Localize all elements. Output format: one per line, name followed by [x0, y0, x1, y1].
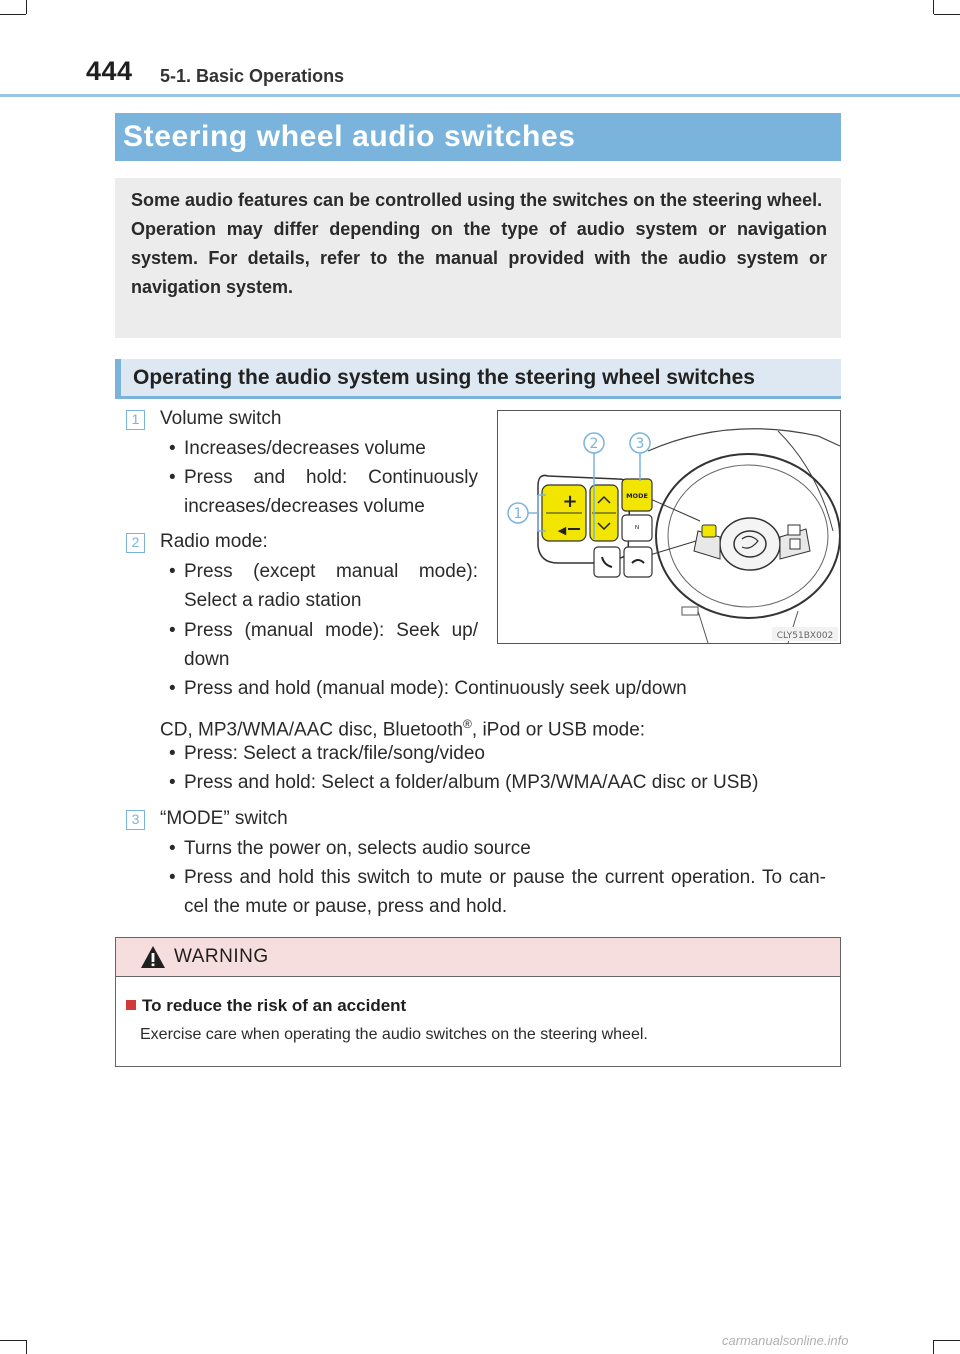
- warning-box: [115, 937, 841, 1067]
- warning-subtitle: To reduce the risk of an accident: [126, 996, 406, 1016]
- bullet-item: • Press and hold (manual mode): Continuously seek up/down: [184, 674, 687, 703]
- callout-2: 2: [589, 436, 599, 452]
- bullet-item: • Increases/decreases volume: [184, 434, 426, 463]
- crop-mark: [934, 14, 960, 15]
- wheel-left-switch-indicator: [702, 525, 716, 537]
- bullet-dot: •: [169, 561, 176, 582]
- bullet-dot: •: [169, 438, 176, 459]
- warning-text: Exercise care when operating the audio switches on the steering wheel.: [140, 1026, 648, 1043]
- svg-text:ᴺ: ᴺ: [634, 525, 640, 535]
- page-title-bar: [115, 113, 841, 161]
- bullet-continuation: increases/decreases volume: [184, 496, 425, 517]
- bullet-item: • Press: Select a track/file/song/video: [184, 739, 485, 768]
- crop-mark: [933, 1340, 934, 1354]
- header-rule: [0, 94, 960, 97]
- figure-code: CLY51BX002: [776, 631, 834, 641]
- warning-header: [116, 938, 840, 977]
- bullet-dot: •: [169, 467, 176, 488]
- section-name: 5-1. Basic Operations: [160, 66, 345, 86]
- bullet-item: • Press and hold this switch to mute or pause the current operation. To can-: [184, 863, 826, 892]
- warning-title: WARNING: [174, 946, 269, 967]
- warning-triangle-icon: [140, 945, 166, 969]
- bullet-dot: •: [169, 838, 176, 859]
- speaker-glyph: ◀: [557, 524, 567, 537]
- media-mode-label: CD, MP3/WMA/AAC disc, Bluetooth®, iPod or USB mode:: [160, 717, 646, 741]
- crop-mark: [0, 1340, 26, 1341]
- crop-mark: [26, 0, 27, 14]
- intro-paragraph: Some audio features can be controlled using the switches on the steering wheel.: [131, 190, 823, 210]
- plus-glyph: +: [562, 491, 578, 512]
- bullet-continuation: down: [184, 649, 230, 670]
- page-title: Steering wheel audio switches: [123, 120, 576, 153]
- bullet-dot: •: [169, 772, 176, 793]
- item-label: Volume switch: [160, 408, 282, 429]
- page-number: 444: [86, 56, 133, 86]
- bullet-item: • Press and hold: Continuously: [184, 463, 478, 492]
- item-label: Radio mode:: [160, 531, 268, 552]
- callout-3: 3: [635, 436, 645, 452]
- bullet-item: • Turns the power on, selects audio source: [184, 834, 531, 863]
- registered-mark: ®: [463, 717, 472, 731]
- crop-mark: [934, 1340, 960, 1341]
- item-number-badge: 3: [126, 810, 145, 830]
- crop-mark: [933, 0, 934, 14]
- subheading-bar: [115, 359, 841, 399]
- steering-wheel-switches-figure: [497, 410, 841, 644]
- steering-wheel-illustration: [498, 411, 840, 643]
- callout-1: 1: [513, 506, 523, 522]
- bullet-dot: •: [169, 867, 176, 888]
- crop-mark: [26, 1340, 27, 1354]
- item-number-badge: 2: [126, 533, 145, 553]
- intro-paragraph: Operation may differ depending on the type of audio system or navigation system. For details, refer to the manual provided with the audio system or navigation system.: [131, 219, 827, 297]
- bullet-continuation: Select a radio station: [184, 590, 362, 611]
- bullet-dot: •: [169, 620, 176, 641]
- bullet-item: • Press (except manual mode):: [184, 557, 478, 586]
- bullet-continuation: cel the mute or pause, press and hold.: [184, 896, 508, 917]
- bullet-dot: •: [169, 678, 176, 699]
- item-label: “MODE” switch: [160, 808, 288, 829]
- warning-square-icon: [126, 1000, 136, 1010]
- bullet-item: • Press and hold: Select a folder/album (MP3/WMA/AAC disc or USB): [184, 768, 758, 797]
- subheading: Operating the audio system using the steering wheel switches: [133, 366, 755, 389]
- mode-switch-label: MODE: [626, 492, 648, 500]
- watermark: carmanualsonline.info: [722, 1333, 849, 1348]
- crop-mark: [0, 14, 26, 15]
- bullet-item: • Press (manual mode): Seek up/: [184, 616, 478, 645]
- bullet-dot: •: [169, 743, 176, 764]
- item-number-badge: 1: [126, 410, 145, 430]
- intro-box: [115, 178, 841, 338]
